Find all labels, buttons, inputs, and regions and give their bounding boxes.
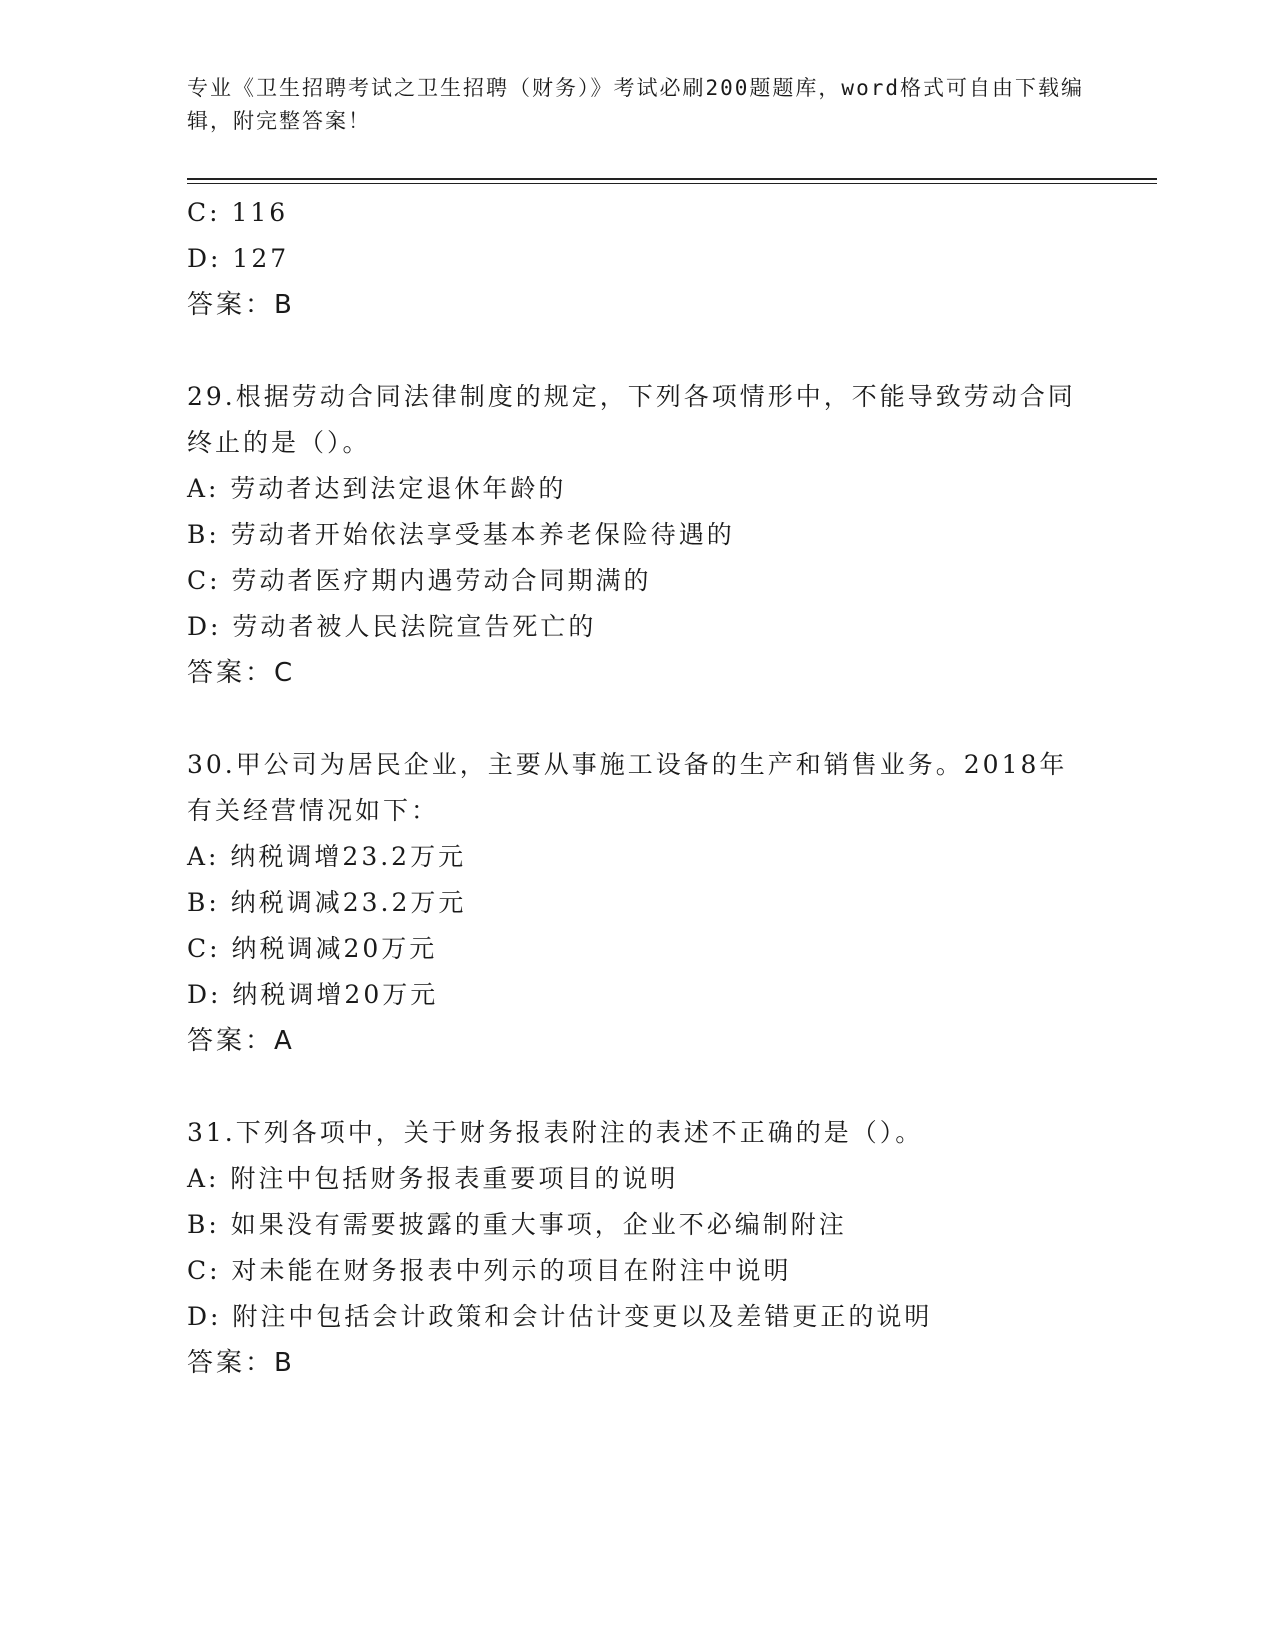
question-text: 29.根据劳动合同法律制度的规定，下列各项情形中，不能导致劳动合同终止的是（）。 [187,382,1076,457]
question-fragment [187,190,1087,328]
option-c: C: 纳税调减20万元 [187,934,438,963]
page-header: 专业《卫生招聘考试之卫生招聘（财务）》考试必刷200题题库，word格式可自由下载编辑，附完整答案！ [187,76,1084,133]
answer-line: 答案：B [187,290,295,320]
question-29 [187,374,1087,696]
header-divider [187,178,1157,180]
option-d: D: 劳动者被人民法院宣告死亡的 [187,612,597,641]
answer-line: 答案：B [187,1348,295,1378]
option-b: B: 如果没有需要披露的重大事项，企业不必编制附注 [187,1210,847,1239]
option-a: A: 纳税调增23.2万元 [187,842,467,871]
option-b: B: 劳动者开始依法享受基本养老保险待遇的 [187,520,735,549]
question-31 [187,1110,1087,1386]
document-body [187,190,1087,1386]
option-c: C: 116 [187,198,289,227]
option-d: D: 127 [187,244,290,273]
option-c: C: 劳动者医疗期内遇劳动合同期满的 [187,566,652,595]
option-c: C: 对未能在财务报表中列示的项目在附注中说明 [187,1256,792,1285]
question-text: 31.下列各项中，关于财务报表附注的表述不正确的是（）。 [187,1118,924,1147]
question-30 [187,742,1087,1064]
question-text: 30.甲公司为居民企业，主要从事施工设备的生产和销售业务。2018年有关经营情况如下： [187,750,1068,825]
option-b: B: 纳税调减23.2万元 [187,888,467,917]
answer-line: 答案：C [187,658,296,688]
option-a: A: 劳动者达到法定退休年龄的 [187,474,567,503]
answer-line: 答案：A [187,1026,295,1056]
option-a: A: 附注中包括财务报表重要项目的说明 [187,1164,679,1193]
option-d: D: 纳税调增20万元 [187,980,439,1009]
header-divider-thin [187,183,1157,184]
option-d: D: 附注中包括会计政策和会计估计变更以及差错更正的说明 [187,1302,933,1331]
